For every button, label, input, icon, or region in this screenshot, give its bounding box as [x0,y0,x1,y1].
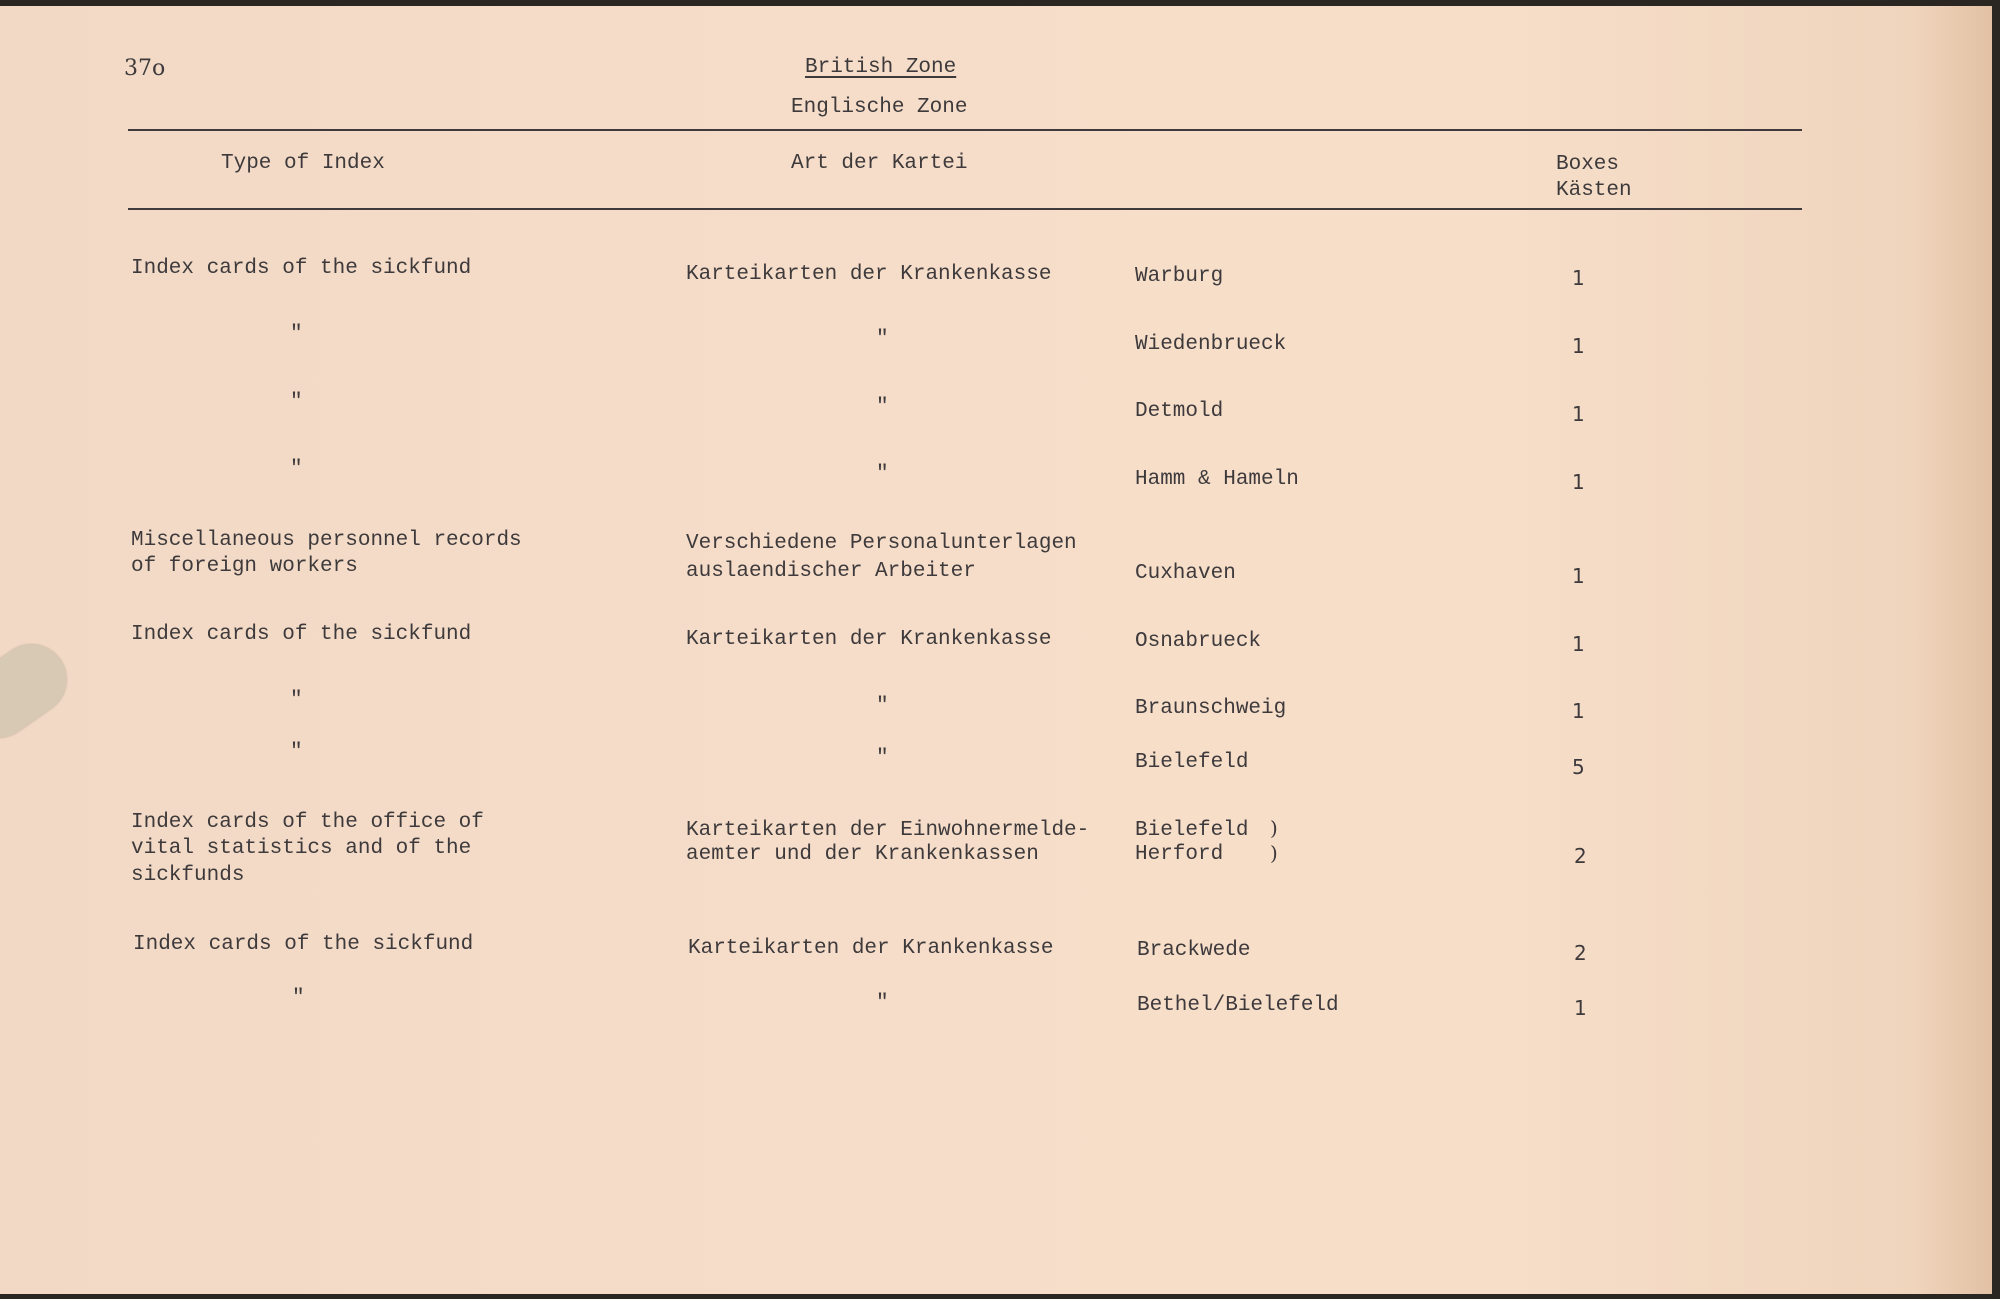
row-8-type-en-line-2: vital statistics and of the [131,837,472,860]
row-0-boxes: 1 [1572,266,1585,290]
row-3-boxes: 1 [1572,470,1585,494]
row-1-boxes: 1 [1572,334,1585,358]
row-4-type-en-line-2: of foreign workers [131,555,358,578]
row-0-place: Warburg [1135,265,1224,288]
row-5-boxes: 1 [1572,632,1585,656]
header-bottom-rule [128,208,1802,210]
row-9-type-de: Karteikarten der Krankenkasse [688,937,1054,960]
row-6-boxes: 1 [1572,699,1585,723]
row-5-place: Osnabrueck [1135,630,1262,653]
page-number: 37o [124,56,166,81]
row-8-type-en-line-1: Index cards of the office of [131,811,484,834]
row-6-type-en: " [290,689,303,712]
row-8-place-line-1: Bielefeld [1135,819,1249,842]
row-9-type-en: Index cards of the sickfund [133,933,474,956]
header-type-de: Art der Kartei [791,152,968,175]
page-tab-marker [0,631,80,751]
row-0-type-de: Karteikarten der Krankenkasse [686,263,1052,286]
row-8-type-de-line-1: Karteikarten der Einwohnermelde- [686,819,1090,842]
row-10-type-de: " [876,992,889,1015]
row-4-boxes: 1 [1572,564,1585,588]
row-8-type-en-line-3: sickfunds [131,864,245,887]
row-2-type-en: " [290,391,303,414]
row-9-boxes: 2 [1574,941,1587,965]
header-type-en: Type of Index [221,152,385,175]
row-9-place: Brackwede [1137,939,1251,962]
zone-title: British Zone [805,56,957,79]
header-boxes-en: Boxes [1556,153,1620,176]
row-7-type-de: " [876,747,889,770]
row-1-type-de: " [876,328,889,351]
header-top-rule [128,129,1802,131]
row-7-type-en: " [290,741,303,764]
row-10-type-en: " [292,987,305,1010]
row-6-place: Braunschweig [1135,697,1287,720]
row-5-type-de: Karteikarten der Krankenkasse [686,628,1052,651]
row-8-boxes: 2 [1574,844,1587,868]
row-4-type-de-line-2: auslaendischer Arbeiter [686,560,976,583]
row-3-type-en: " [290,458,303,481]
row-1-type-en: " [290,323,303,346]
row-2-type-de: " [876,396,889,419]
row-2-boxes: 1 [1572,402,1585,426]
row-3-place: Hamm & Hameln [1135,468,1299,491]
row-4-place: Cuxhaven [1135,562,1236,585]
row-8-type-de-line-2: aemter und der Krankenkassen [686,843,1039,866]
row-8-place-line-2: Herford [1135,843,1224,866]
row-7-boxes: 5 [1572,755,1585,779]
grouping-bracket: ) [1270,816,1278,840]
row-5-type-en: Index cards of the sickfund [131,623,472,646]
row-2-place: Detmold [1135,400,1224,423]
row-4-type-en-line-1: Miscellaneous personnel records [131,529,522,552]
row-6-type-de: " [876,695,889,718]
grouping-bracket: ) [1270,841,1278,865]
zone-subtitle: Englische Zone [791,96,968,119]
row-3-type-de: " [876,463,889,486]
header-boxes-de: Kästen [1556,179,1632,202]
row-0-type-en: Index cards of the sickfund [131,257,472,280]
row-4-type-de-line-1: Verschiedene Personalunterlagen [686,532,1077,555]
row-1-place: Wiedenbrueck [1135,333,1287,356]
row-10-place: Bethel/Bielefeld [1137,994,1339,1017]
row-7-place: Bielefeld [1135,751,1249,774]
row-10-boxes: 1 [1574,996,1587,1020]
document-page [0,6,1992,1294]
